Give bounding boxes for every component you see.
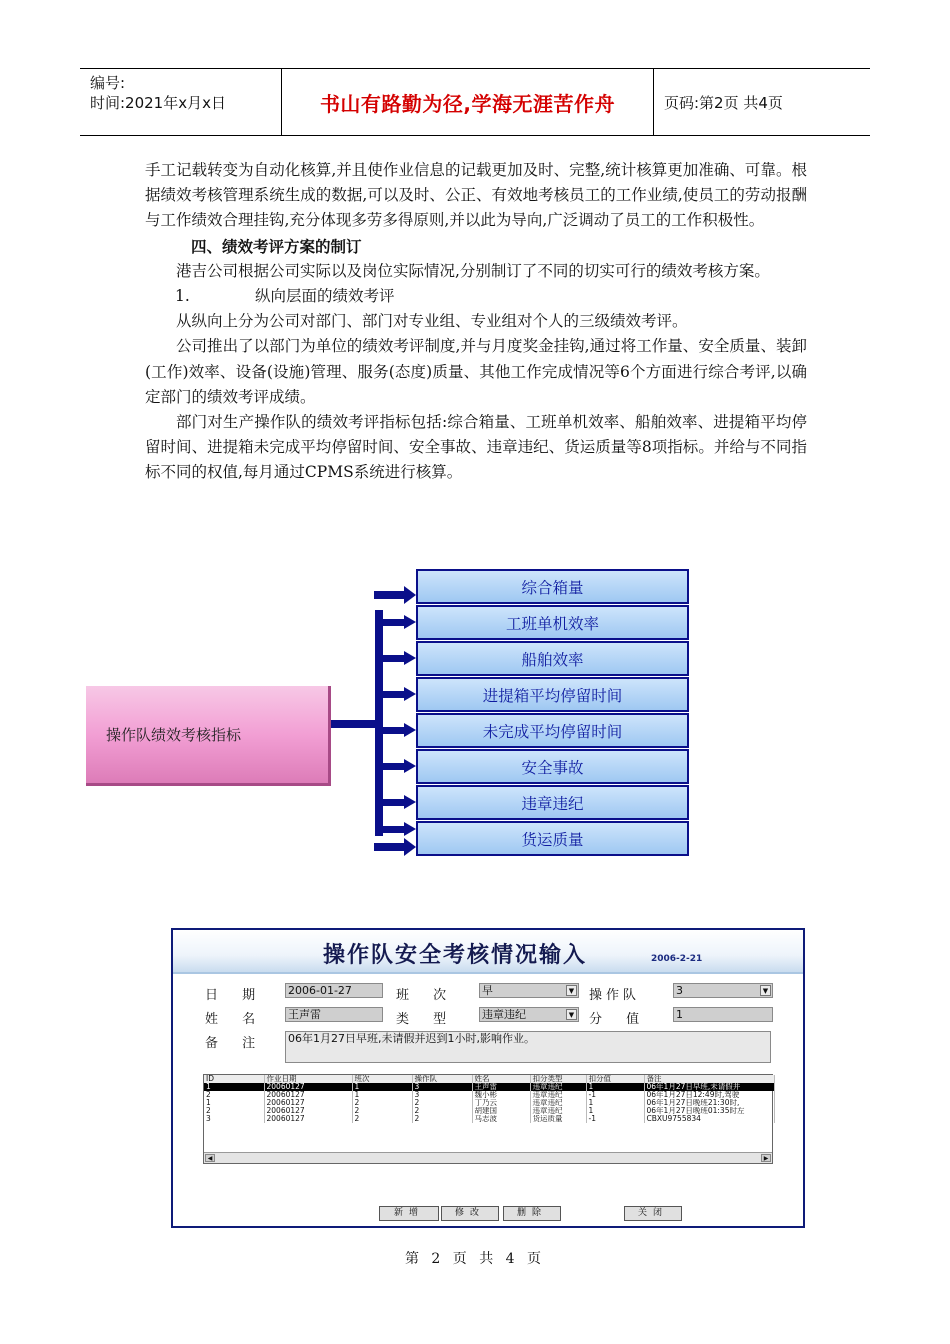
grid-cell: 2 (352, 1107, 412, 1115)
grid-cell: -1 (586, 1091, 644, 1099)
type-select[interactable] (479, 1007, 579, 1022)
grid-cell: 1 (204, 1083, 264, 1091)
grid-cell: 1 (586, 1083, 644, 1091)
table-row[interactable] (204, 1107, 774, 1115)
horizontal-scrollbar[interactable] (204, 1152, 772, 1163)
indicator-box-4: 进提箱平均停留时间 (416, 677, 689, 712)
shift-value: 早 (482, 984, 493, 997)
indicator-box-6: 安全事故 (416, 749, 689, 784)
section-title-4: 四、绩效考评方案的制订 (191, 236, 362, 256)
grid-cell: 2 (412, 1099, 472, 1107)
grid-header-row (204, 1075, 774, 1083)
indicator-box-8: 货运质量 (416, 821, 689, 856)
grid-cell: 20060127 (264, 1107, 352, 1115)
table-row[interactable] (204, 1091, 774, 1099)
grid-cell: 1 (204, 1099, 264, 1107)
body-text (145, 158, 807, 486)
list-item-number: 1. (175, 287, 190, 306)
score-field[interactable]: 1 (673, 1007, 773, 1022)
chevron-down-icon[interactable]: ▼ (566, 985, 577, 996)
window-header (173, 930, 803, 974)
paragraph-1: 手工记载转变为自动化核算,并且使作业信息的记载更加及时、完整,统计核算更加准确、可靠。根据绩效考核管理系统生成的数据,可以及时、公正、有效地考核员工的工作业绩,使员工的劳动报酬与工作绩效合理挂钩,充分体现多劳多得原则,并以此为导向,广泛调动了员工的工作积极性。 (145, 161, 807, 230)
grid-cell: 2 (352, 1115, 412, 1123)
paragraph-5: 部门对生产操作队的绩效考评指标包括:综合箱量、工班单机效率、船舶效率、进提箱平均停留时间、进提箱未完成平均停留时间、安全事故、违章违纪、货运质量等8项指标。并给与不同指标不同的权值,每月通过CPMS系统进行核算。 (145, 413, 807, 482)
grid-cell: 3 (412, 1091, 472, 1099)
grid-cell: 违章违纪 (530, 1091, 586, 1099)
grid-cell: 违章违纪 (530, 1099, 586, 1107)
grid-cell: 马志波 (472, 1115, 530, 1123)
window-date: 2006-2-21 (651, 954, 703, 964)
indicator-box-3: 船舶效率 (416, 641, 689, 676)
table-row[interactable] (204, 1083, 774, 1091)
scroll-left-icon[interactable]: ◀ (205, 1154, 215, 1162)
grid-cell: 3 (412, 1083, 472, 1091)
grid-cell: -1 (586, 1115, 644, 1123)
indicator-box-7: 违章违纪 (416, 785, 689, 820)
paragraph-3: 从纵向上分为公司对部门、部门对专业组、专业组对个人的三级绩效考评。 (176, 312, 688, 331)
indicator-box-5: 未完成平均停留时间 (416, 713, 689, 748)
page-footer: 第 2 页 共 4 页 (404, 1251, 546, 1267)
grid-cell: 王声雷 (472, 1083, 530, 1091)
window-title: 操作队安全考核情况输入 (323, 943, 588, 968)
grid-cell: 丁乃云 (472, 1099, 530, 1107)
paragraph-2: 港吉公司根据公司实际以及岗位实际情况,分别制订了不同的切实可行的绩效考核方案。 (176, 261, 770, 280)
name-label: 姓 名 (205, 1012, 266, 1027)
grid-cell: 1 (352, 1091, 412, 1099)
column-header[interactable]: 扣分类型 (530, 1075, 586, 1083)
column-header[interactable]: 扣分值 (586, 1075, 644, 1083)
score-label: 分 值 (589, 1012, 650, 1027)
name-field[interactable]: 王声雷 (285, 1007, 383, 1022)
grid-cell: 20060127 (264, 1099, 352, 1107)
grid-cell: 胡建国 (472, 1107, 530, 1115)
header-page-info: 页码:第2页 共4页 (664, 93, 783, 112)
chevron-down-icon[interactable]: ▼ (760, 985, 771, 996)
grid-cell: 2 (352, 1099, 412, 1107)
table-row[interactable] (204, 1099, 774, 1107)
remark-field[interactable]: 06年1月27日早班,未请假并迟到1小时,影响作业。 (285, 1031, 771, 1063)
grid-cell: 3 (204, 1115, 264, 1123)
safety-input-window (171, 928, 805, 1228)
grid-cell: 魏小彬 (472, 1091, 530, 1099)
grid-cell: 06年1月27日晚班21:30时, (644, 1099, 774, 1107)
grid-cell: 06年1月27日12:49时,驾驶 (644, 1091, 774, 1099)
type-value: 违章违纪 (482, 1008, 526, 1021)
root-indicator-box: 操作队绩效考核指标 (86, 686, 331, 786)
grid-cell: CBXU9755834 (644, 1115, 774, 1123)
edit-button[interactable]: 修改 (441, 1206, 499, 1221)
grid-cell: 20060127 (264, 1115, 352, 1123)
indicator-box-1: 综合箱量 (416, 569, 689, 604)
grid-cell: 2 (204, 1091, 264, 1099)
team-value: 3 (676, 984, 683, 997)
grid-cell: 2 (412, 1115, 472, 1123)
records-grid[interactable] (203, 1074, 773, 1164)
column-header[interactable]: ID (204, 1075, 264, 1083)
grid-cell: 1 (352, 1083, 412, 1091)
indicator-box-2: 工班单机效率 (416, 605, 689, 640)
list-item-text: 纵向层面的绩效考评 (255, 287, 395, 306)
number-label: 编号: (90, 74, 126, 92)
delete-button[interactable]: 删除 (503, 1206, 561, 1221)
list-item-1 (145, 284, 807, 309)
column-header[interactable]: 备注 (644, 1075, 774, 1083)
remark-label: 备 注 (205, 1036, 266, 1051)
team-label: 操作队 (589, 988, 641, 1003)
grid-cell: 货运质量 (530, 1115, 586, 1123)
scroll-right-icon[interactable]: ▶ (761, 1154, 771, 1162)
grid-cell: 1 (586, 1107, 644, 1115)
header-meta (80, 69, 282, 135)
date-field[interactable]: 2006-01-27 (285, 983, 383, 998)
grid-cell: 2 (204, 1107, 264, 1115)
team-select[interactable] (673, 983, 773, 998)
grid-cell: 1 (586, 1099, 644, 1107)
header-motto: 书山有路勤为径,学海无涯苦作舟 (282, 69, 654, 135)
column-header[interactable]: 操作队 (412, 1075, 472, 1083)
grid-cell: 20060127 (264, 1083, 352, 1091)
indicator-diagram (0, 560, 950, 860)
type-label: 类 型 (396, 1012, 457, 1027)
shift-select[interactable] (479, 983, 579, 998)
chevron-down-icon[interactable]: ▼ (566, 1009, 577, 1020)
grid-cell: 20060127 (264, 1091, 352, 1099)
column-header[interactable]: 姓名 (472, 1075, 530, 1083)
grid-cell: 06年1月27日晚班01:35时左 (644, 1107, 774, 1115)
paragraph-4: 公司推出了以部门为单位的绩效考评制度,并与月度奖金挂钩,通过将工作量、安全质量、装卸(工作)效率、设备(设施)管理、服务(态度)质量、其他工作完成情况等6个方面进行综合考评,以确定部门的绩效考评成绩。 (145, 337, 807, 406)
shift-label: 班 次 (396, 988, 457, 1003)
close-button[interactable]: 关闭 (624, 1206, 682, 1221)
grid-cell: 2 (412, 1107, 472, 1115)
grid-cell: 06年1月27日早班,未请假并 (644, 1083, 774, 1091)
column-header[interactable]: 作业日期 (264, 1075, 352, 1083)
add-button[interactable]: 新增 (379, 1206, 439, 1221)
time-label: 时间:2021年x月x日 (90, 94, 226, 112)
grid-cell: 违章违纪 (530, 1107, 586, 1115)
column-header[interactable]: 班次 (352, 1075, 412, 1083)
date-label: 日 期 (205, 988, 266, 1003)
table-row[interactable] (204, 1115, 774, 1123)
grid-cell: 违章违纪 (530, 1083, 586, 1091)
page-header (80, 68, 870, 136)
